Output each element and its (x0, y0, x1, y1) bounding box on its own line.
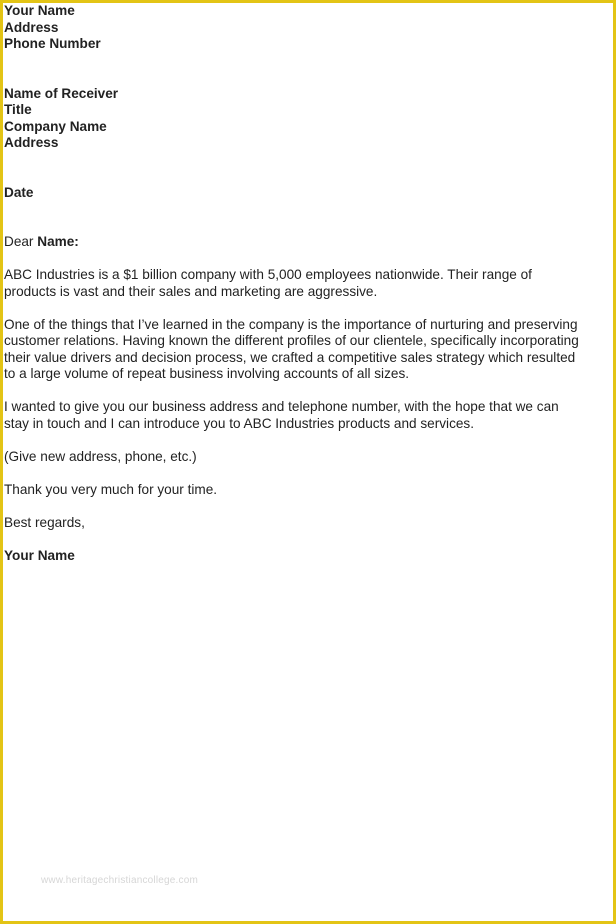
paragraph-thanks: Thank you very much for your time. (4, 481, 218, 497)
receiver-address: Address (4, 135, 59, 150)
letter-body (4, 3, 612, 564)
spacer (4, 152, 612, 185)
paragraph-experience (4, 317, 612, 383)
salutation-prefix: Dear (4, 234, 38, 249)
paragraph-line: to a large volume of repeat business involving accounts of all sizes. (4, 366, 410, 381)
paragraph-line: One of the things that I’ve learned in the company is the importance of nurturing and preserving (4, 316, 578, 332)
paragraph-line: stay in touch and I can introduce you to ABC Industries products and services. (4, 415, 474, 431)
paragraph-line: products is vast and their sales and marketing are aggressive. (4, 283, 378, 299)
paragraph-contact (4, 399, 612, 432)
sender-phone: Phone Number (4, 36, 101, 51)
letter-date: Date (4, 184, 34, 200)
salutation (4, 234, 612, 251)
spacer (4, 465, 612, 482)
spacer (4, 531, 612, 548)
receiver-title: Title (4, 102, 32, 117)
sender-address: Address (4, 19, 59, 35)
receiver-name: Name of Receiver (4, 85, 119, 101)
spacer (4, 300, 612, 317)
paragraph-new-details: (Give new address, phone, etc.) (4, 448, 197, 464)
spacer (4, 498, 612, 515)
sender-name: Your Name (4, 3, 75, 18)
spacer (4, 251, 612, 268)
paragraph-line: I wanted to give you our business address and telephone number, with the hope that we can (4, 399, 559, 414)
spacer (4, 432, 612, 449)
paragraph-line: customer relations. Having known the different profiles of our clientele, specifically incorporating (4, 333, 579, 348)
paragraph-line: their value drivers and decision process, we crafted a competitive sales strategy which resulted (4, 349, 576, 365)
closing: Best regards, (4, 514, 85, 530)
paragraph-intro (4, 267, 612, 300)
spacer (4, 383, 612, 400)
receiver-company: Company Name (4, 118, 107, 134)
paragraph-line: ABC Industries is a $1 billion company with 5,000 employees nationwide. Their range of (4, 267, 532, 282)
spacer (4, 201, 612, 234)
spacer (4, 53, 612, 86)
watermark: www.heritagechristiancollege.com (41, 875, 199, 886)
signature-name: Your Name (4, 547, 75, 563)
salutation-name: Name: (37, 234, 79, 249)
